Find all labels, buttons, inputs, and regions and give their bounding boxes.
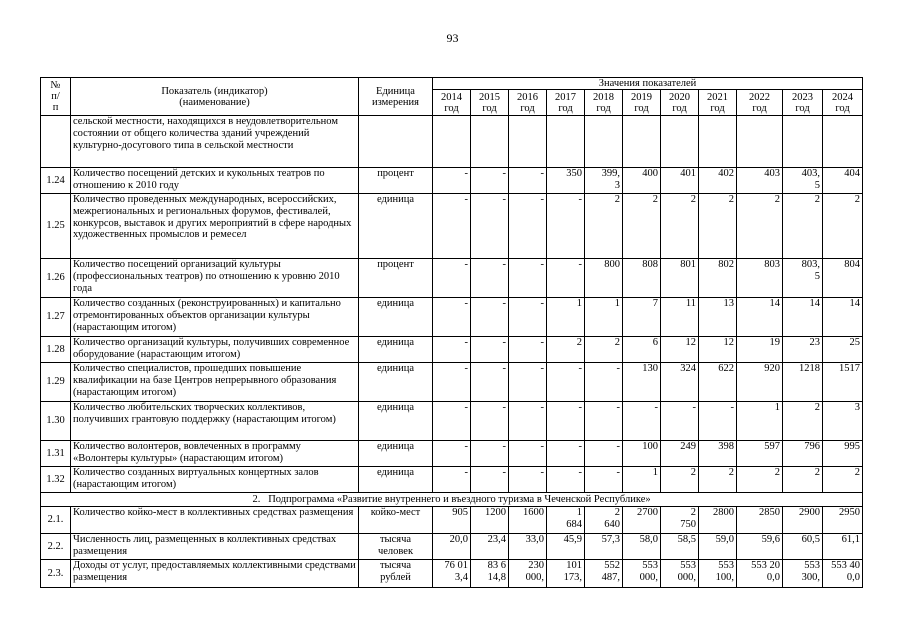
value-cell: 2 xyxy=(547,337,585,363)
value-cell: 800 xyxy=(585,259,623,298)
header-year: 2020 год xyxy=(661,90,699,116)
value-cell: 13 xyxy=(699,298,737,337)
unit-cell: единица xyxy=(359,441,433,467)
value-cell: - xyxy=(547,467,585,493)
value-cell: 12 xyxy=(661,337,699,363)
value-cell xyxy=(509,116,547,168)
value-cell: 622 xyxy=(699,363,737,402)
indicator-name: Количество созданных (реконструированных) и капитально отремонтированных объектов организации культуры (нарастающим итогом) xyxy=(71,298,359,337)
value-cell: - xyxy=(547,363,585,402)
value-cell: 33,0 xyxy=(509,534,547,560)
value-cell: 597 xyxy=(737,441,783,467)
value-cell: 2 xyxy=(737,467,783,493)
value-cell: 801 xyxy=(661,259,699,298)
row-number: 1.32 xyxy=(41,467,71,493)
value-cell: 58,5 xyxy=(661,534,699,560)
value-cell xyxy=(661,116,699,168)
header-year: 2022 год xyxy=(737,90,783,116)
value-cell: 350 xyxy=(547,168,585,194)
value-cell: 1 xyxy=(737,402,783,441)
value-cell: - xyxy=(547,194,585,259)
value-cell: 2 xyxy=(783,402,823,441)
value-cell: - xyxy=(433,337,471,363)
value-cell: - xyxy=(433,363,471,402)
table-row xyxy=(41,168,863,194)
value-cell: 249 xyxy=(661,441,699,467)
row-number: 2.3. xyxy=(41,560,71,588)
value-cell: - xyxy=(509,194,547,259)
value-cell: 401 xyxy=(661,168,699,194)
value-cell: - xyxy=(623,402,661,441)
table-row xyxy=(41,534,863,560)
value-cell: 1600 xyxy=(509,507,547,534)
value-cell: - xyxy=(509,168,547,194)
value-cell: - xyxy=(471,259,509,298)
value-cell: 398 xyxy=(699,441,737,467)
indicator-name: Количество посещений организаций культуры (профессиональных театров) по отношению к уровню 2010 года xyxy=(71,259,359,298)
unit-cell: единица xyxy=(359,298,433,337)
value-cell: 400 xyxy=(623,168,661,194)
value-cell: - xyxy=(547,402,585,441)
value-cell: - xyxy=(471,363,509,402)
header-year: 2023 год xyxy=(783,90,823,116)
value-cell: - xyxy=(509,467,547,493)
value-cell: 7 xyxy=(623,298,661,337)
unit-cell: единица xyxy=(359,467,433,493)
indicator-name: Количество специалистов, прошедших повышение квалификации на базе Центров непрерывного образования (нарастающим итогом) xyxy=(71,363,359,402)
value-cell: - xyxy=(471,467,509,493)
indicator-name: Численность лиц, размещенных в коллективных средствах размещения xyxy=(71,534,359,560)
value-cell: 12 xyxy=(699,337,737,363)
value-cell: 796 xyxy=(783,441,823,467)
header-indicator: Показатель (индикатор) (наименование) xyxy=(71,78,359,116)
value-cell: 130 xyxy=(623,363,661,402)
value-cell: 553 000, xyxy=(623,560,661,588)
header-year: 2024 год xyxy=(823,90,863,116)
table-row xyxy=(41,194,863,259)
value-cell: 2950 xyxy=(823,507,863,534)
table-row xyxy=(41,298,863,337)
unit-cell: единица xyxy=(359,194,433,259)
row-number: 2.2. xyxy=(41,534,71,560)
unit-cell: единица xyxy=(359,402,433,441)
value-cell: 2 xyxy=(585,194,623,259)
value-cell: 1218 xyxy=(783,363,823,402)
value-cell: 995 xyxy=(823,441,863,467)
value-cell: 45,9 xyxy=(547,534,585,560)
value-cell: 2 xyxy=(823,467,863,493)
value-cell: 920 xyxy=(737,363,783,402)
value-cell: - xyxy=(433,259,471,298)
row-number: 1.31 xyxy=(41,441,71,467)
value-cell: 2700 xyxy=(623,507,661,534)
value-cell: - xyxy=(509,441,547,467)
value-cell: 804 xyxy=(823,259,863,298)
value-cell: - xyxy=(433,194,471,259)
table-row xyxy=(41,507,863,534)
value-cell xyxy=(433,116,471,168)
unit-cell: единица xyxy=(359,363,433,402)
header-values-title: Значения показателей xyxy=(433,78,863,90)
value-cell: - xyxy=(547,259,585,298)
value-cell: 808 xyxy=(623,259,661,298)
value-cell: 20,0 xyxy=(433,534,471,560)
table-row xyxy=(41,363,863,402)
value-cell: 19 xyxy=(737,337,783,363)
value-cell: 403, 5 xyxy=(783,168,823,194)
value-cell xyxy=(823,116,863,168)
indicator-name: Количество койко-мест в коллективных средствах размещения xyxy=(71,507,359,534)
value-cell: - xyxy=(585,441,623,467)
header-num: № п/ п xyxy=(41,78,71,116)
value-cell: 2800 xyxy=(699,507,737,534)
value-cell: - xyxy=(471,337,509,363)
value-cell: 2 xyxy=(661,194,699,259)
section-title: 2. Подпрограмма «Развитие внутреннего и въездного туризма в Чеченской Республике» xyxy=(41,493,863,507)
value-cell: 59,0 xyxy=(699,534,737,560)
value-cell: - xyxy=(585,467,623,493)
value-cell: 1 684 xyxy=(547,507,585,534)
value-cell: - xyxy=(471,298,509,337)
value-cell: 553 20 0,0 xyxy=(737,560,783,588)
value-cell xyxy=(783,116,823,168)
value-cell: 14 xyxy=(823,298,863,337)
table-row xyxy=(41,116,863,168)
value-cell: - xyxy=(433,168,471,194)
value-cell: - xyxy=(585,363,623,402)
value-cell: 23,4 xyxy=(471,534,509,560)
header-year: 2017 год xyxy=(547,90,585,116)
table-row xyxy=(41,259,863,298)
value-cell: 2 xyxy=(699,467,737,493)
value-cell: 14 xyxy=(783,298,823,337)
value-cell: 1 xyxy=(585,298,623,337)
value-cell: 2 xyxy=(823,194,863,259)
value-cell: - xyxy=(471,168,509,194)
value-cell: 404 xyxy=(823,168,863,194)
value-cell: - xyxy=(433,441,471,467)
header-year: 2014 год xyxy=(433,90,471,116)
row-number: 2.1. xyxy=(41,507,71,534)
value-cell: 25 xyxy=(823,337,863,363)
value-cell: - xyxy=(433,298,471,337)
unit-cell: тысяча рублей xyxy=(359,560,433,588)
value-cell: 2900 xyxy=(783,507,823,534)
value-cell: 2 xyxy=(699,194,737,259)
header-year: 2018 год xyxy=(585,90,623,116)
value-cell: 230 000, xyxy=(509,560,547,588)
value-cell: - xyxy=(547,441,585,467)
unit-cell: единица xyxy=(359,337,433,363)
value-cell: 2 640 xyxy=(585,507,623,534)
value-cell xyxy=(547,116,585,168)
value-cell: 3 xyxy=(823,402,863,441)
unit-cell: процент xyxy=(359,168,433,194)
page-number: 93 xyxy=(446,31,459,45)
value-cell: - xyxy=(699,402,737,441)
value-cell: 553 300, xyxy=(783,560,823,588)
value-cell: 59,6 xyxy=(737,534,783,560)
row-number: 1.27 xyxy=(41,298,71,337)
unit-cell: койко-мест xyxy=(359,507,433,534)
header-year: 2021 год xyxy=(699,90,737,116)
indicator-name: Количество организаций культуры, получивших современное оборудование (нарастающим итогом) xyxy=(71,337,359,363)
value-cell: 11 xyxy=(661,298,699,337)
value-cell: - xyxy=(509,337,547,363)
header-unit: Единица измерения xyxy=(359,78,433,116)
row-number xyxy=(41,116,71,168)
value-cell: 1 xyxy=(547,298,585,337)
value-cell: - xyxy=(471,194,509,259)
row-number: 1.30 xyxy=(41,402,71,441)
table-row xyxy=(41,560,863,588)
indicator-name: Количество посещений детских и кукольных театров по отношению к 2010 году xyxy=(71,168,359,194)
value-cell: 83 6 14,8 xyxy=(471,560,509,588)
value-cell: 60,5 xyxy=(783,534,823,560)
value-cell: 58,0 xyxy=(623,534,661,560)
unit-cell xyxy=(359,116,433,168)
indicator-name: Количество созданных виртуальных концертных залов (нарастающим итогом) xyxy=(71,467,359,493)
indicator-name: сельской местности, находящихся в неудовлетворительном состоянии от общего количества зданий учреждений культурно-досугового типа в сельской местности xyxy=(71,116,359,168)
value-cell: 1200 xyxy=(471,507,509,534)
value-cell: 2 xyxy=(737,194,783,259)
value-cell: 57,3 xyxy=(585,534,623,560)
header-year: 2015 год xyxy=(471,90,509,116)
value-cell: 61,1 xyxy=(823,534,863,560)
indicator-name: Количество волонтеров, вовлеченных в программу «Волонтеры культуры» (нарастающим итогом) xyxy=(71,441,359,467)
value-cell: 14 xyxy=(737,298,783,337)
value-cell: - xyxy=(509,259,547,298)
indicator-name: Количество проведенных международных, всероссийских, межрегиональных и региональных форумов, фестивалей, конкурсов, выставок и других мероприятий в сфере народных художественных промыслов и ремесел xyxy=(71,194,359,259)
value-cell: - xyxy=(471,402,509,441)
value-cell: 2 xyxy=(623,194,661,259)
value-cell: 402 xyxy=(699,168,737,194)
value-cell: - xyxy=(509,298,547,337)
value-cell: 100 xyxy=(623,441,661,467)
value-cell: 1517 xyxy=(823,363,863,402)
row-number: 1.25 xyxy=(41,194,71,259)
value-cell: 403 xyxy=(737,168,783,194)
unit-cell: тысяча человек xyxy=(359,534,433,560)
header-year: 2019 год xyxy=(623,90,661,116)
value-cell: 324 xyxy=(661,363,699,402)
row-number: 1.24 xyxy=(41,168,71,194)
value-cell: 905 xyxy=(433,507,471,534)
value-cell: 6 xyxy=(623,337,661,363)
value-cell: - xyxy=(471,441,509,467)
value-cell: 23 xyxy=(783,337,823,363)
indicator-name: Количество любительских творческих коллективов, получивших грантовую поддержку (нарастающим итогом) xyxy=(71,402,359,441)
value-cell: 2 xyxy=(783,467,823,493)
value-cell: 101 173, xyxy=(547,560,585,588)
value-cell: - xyxy=(433,467,471,493)
value-cell: - xyxy=(433,402,471,441)
indicator-name: Доходы от услуг, предоставляемых коллективными средствами размещения xyxy=(71,560,359,588)
section-row xyxy=(41,493,863,507)
value-cell xyxy=(585,116,623,168)
row-number: 1.26 xyxy=(41,259,71,298)
value-cell: 553 40 0,0 xyxy=(823,560,863,588)
value-cell: 399, 3 xyxy=(585,168,623,194)
value-cell: 553 100, xyxy=(699,560,737,588)
value-cell: 76 01 3,4 xyxy=(433,560,471,588)
value-cell: - xyxy=(509,402,547,441)
value-cell: 803, 5 xyxy=(783,259,823,298)
value-cell: 1 xyxy=(623,467,661,493)
value-cell: 802 xyxy=(699,259,737,298)
value-cell xyxy=(737,116,783,168)
indicators-table xyxy=(40,77,863,588)
value-cell: 553 000, xyxy=(661,560,699,588)
value-cell xyxy=(471,116,509,168)
value-cell xyxy=(699,116,737,168)
table-row xyxy=(41,441,863,467)
row-number: 1.29 xyxy=(41,363,71,402)
value-cell: 2 xyxy=(783,194,823,259)
table-row xyxy=(41,467,863,493)
value-cell: 2 xyxy=(585,337,623,363)
value-cell xyxy=(623,116,661,168)
value-cell: - xyxy=(509,363,547,402)
value-cell: 2 xyxy=(661,467,699,493)
value-cell: - xyxy=(585,402,623,441)
value-cell: 552 487, xyxy=(585,560,623,588)
value-cell: - xyxy=(661,402,699,441)
table-row xyxy=(41,402,863,441)
row-number: 1.28 xyxy=(41,337,71,363)
value-cell: 2850 xyxy=(737,507,783,534)
table-row xyxy=(41,337,863,363)
value-cell: 803 xyxy=(737,259,783,298)
value-cell: 2 750 xyxy=(661,507,699,534)
header-year: 2016 год xyxy=(509,90,547,116)
unit-cell: процент xyxy=(359,259,433,298)
